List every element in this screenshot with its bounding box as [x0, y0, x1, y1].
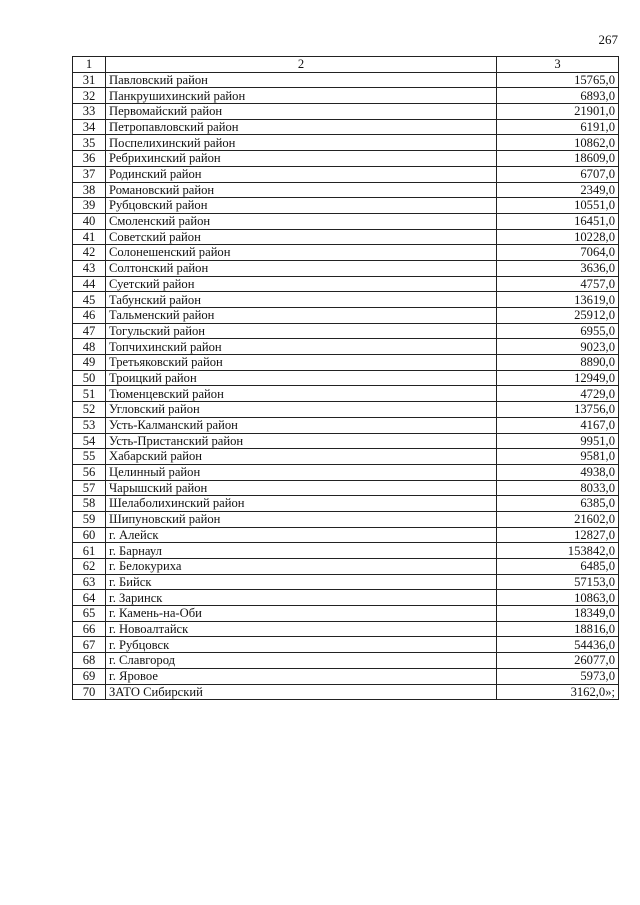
row-value: 13756,0 — [497, 402, 619, 418]
row-name: Угловский район — [106, 402, 497, 418]
row-name: Тогульский район — [106, 323, 497, 339]
column-header-value: 3 — [497, 57, 619, 73]
row-name: Солонешенский район — [106, 245, 497, 261]
row-number: 31 — [73, 72, 106, 88]
row-name: г. Рубцовск — [106, 637, 497, 653]
table-row — [73, 182, 619, 198]
row-value: 21602,0 — [497, 511, 619, 527]
row-value: 3636,0 — [497, 260, 619, 276]
row-number: 41 — [73, 229, 106, 245]
row-value: 18609,0 — [497, 151, 619, 167]
table-body — [73, 57, 619, 700]
row-value: 6485,0 — [497, 559, 619, 575]
row-number: 48 — [73, 339, 106, 355]
row-number: 52 — [73, 402, 106, 418]
row-value: 4729,0 — [497, 386, 619, 402]
row-name: ЗАТО Сибирский — [106, 684, 497, 700]
row-number: 51 — [73, 386, 106, 402]
row-name: Шелаболихинский район — [106, 496, 497, 512]
row-value: 8033,0 — [497, 480, 619, 496]
table-row — [73, 606, 619, 622]
row-name: Родинский район — [106, 166, 497, 182]
row-name: Смоленский район — [106, 213, 497, 229]
table-row — [73, 260, 619, 276]
table-row — [73, 166, 619, 182]
row-value: 4938,0 — [497, 464, 619, 480]
table-row — [73, 621, 619, 637]
row-value: 21901,0 — [497, 104, 619, 120]
row-number: 45 — [73, 292, 106, 308]
table-row — [73, 637, 619, 653]
row-name: г. Камень-на-Оби — [106, 606, 497, 622]
row-value: 4167,0 — [497, 417, 619, 433]
row-name: Советский район — [106, 229, 497, 245]
row-number: 63 — [73, 574, 106, 590]
row-value: 54436,0 — [497, 637, 619, 653]
row-name: Первомайский район — [106, 104, 497, 120]
row-value: 18349,0 — [497, 606, 619, 622]
row-value: 6191,0 — [497, 119, 619, 135]
row-name: Солтонский район — [106, 260, 497, 276]
row-value: 9951,0 — [497, 433, 619, 449]
table-row — [73, 511, 619, 527]
row-name: г. Заринск — [106, 590, 497, 606]
row-value: 6385,0 — [497, 496, 619, 512]
row-value: 26077,0 — [497, 653, 619, 669]
row-name: Рубцовский район — [106, 198, 497, 214]
row-number: 64 — [73, 590, 106, 606]
row-number: 35 — [73, 135, 106, 151]
row-value: 2349,0 — [497, 182, 619, 198]
row-number: 58 — [73, 496, 106, 512]
row-name: г. Бийск — [106, 574, 497, 590]
row-number: 70 — [73, 684, 106, 700]
row-number: 40 — [73, 213, 106, 229]
table-row — [73, 668, 619, 684]
row-value: 9023,0 — [497, 339, 619, 355]
row-name: Петропавловский район — [106, 119, 497, 135]
row-name: Ребрихинский район — [106, 151, 497, 167]
table-row — [73, 590, 619, 606]
row-name: Шипуновский район — [106, 511, 497, 527]
table-row — [73, 574, 619, 590]
table-row — [73, 72, 619, 88]
row-number: 54 — [73, 433, 106, 449]
row-name: Панкрушихинский район — [106, 88, 497, 104]
row-name: Тюменцевский район — [106, 386, 497, 402]
row-value: 6707,0 — [497, 166, 619, 182]
row-number: 43 — [73, 260, 106, 276]
table-row — [73, 198, 619, 214]
row-name: г. Алейск — [106, 527, 497, 543]
row-number: 60 — [73, 527, 106, 543]
table-row — [73, 355, 619, 371]
table-row — [73, 543, 619, 559]
column-header-number: 1 — [73, 57, 106, 73]
table-row — [73, 88, 619, 104]
row-number: 36 — [73, 151, 106, 167]
row-value: 18816,0 — [497, 621, 619, 637]
row-value: 12949,0 — [497, 370, 619, 386]
table-row — [73, 104, 619, 120]
row-name: г. Славгород — [106, 653, 497, 669]
row-name: Суетский район — [106, 276, 497, 292]
table-row — [73, 119, 619, 135]
row-number: 66 — [73, 621, 106, 637]
row-number: 37 — [73, 166, 106, 182]
row-name: Усть-Калманский район — [106, 417, 497, 433]
row-value: 4757,0 — [497, 276, 619, 292]
row-number: 67 — [73, 637, 106, 653]
row-value: 10551,0 — [497, 198, 619, 214]
row-number: 57 — [73, 480, 106, 496]
row-name: г. Новоалтайск — [106, 621, 497, 637]
row-value: 8890,0 — [497, 355, 619, 371]
table-row — [73, 229, 619, 245]
page-number: 267 — [598, 32, 618, 47]
row-number: 38 — [73, 182, 106, 198]
row-number: 46 — [73, 308, 106, 324]
row-name: Чарышский район — [106, 480, 497, 496]
table-row — [73, 339, 619, 355]
table-row — [73, 527, 619, 543]
row-value: 16451,0 — [497, 213, 619, 229]
row-value: 6893,0 — [497, 88, 619, 104]
row-name: Хабарский район — [106, 449, 497, 465]
row-number: 59 — [73, 511, 106, 527]
row-value: 5973,0 — [497, 668, 619, 684]
table-row — [73, 323, 619, 339]
row-name: г. Яровое — [106, 668, 497, 684]
table-row — [73, 480, 619, 496]
row-name: г. Барнаул — [106, 543, 497, 559]
row-value: 15765,0 — [497, 72, 619, 88]
row-name: Усть-Пристанский район — [106, 433, 497, 449]
table-row — [73, 308, 619, 324]
row-name: Романовский район — [106, 182, 497, 198]
row-value: 57153,0 — [497, 574, 619, 590]
row-number: 50 — [73, 370, 106, 386]
row-value: 6955,0 — [497, 323, 619, 339]
row-number: 61 — [73, 543, 106, 559]
row-number: 65 — [73, 606, 106, 622]
table-row — [73, 292, 619, 308]
table-row — [73, 402, 619, 418]
row-number: 33 — [73, 104, 106, 120]
table-header-row — [73, 57, 619, 73]
row-number: 56 — [73, 464, 106, 480]
table-row — [73, 245, 619, 261]
column-header-name: 2 — [106, 57, 497, 73]
row-value: 10862,0 — [497, 135, 619, 151]
table-row — [73, 464, 619, 480]
row-value: 10863,0 — [497, 590, 619, 606]
table-row — [73, 449, 619, 465]
row-number: 32 — [73, 88, 106, 104]
row-name: Тальменский район — [106, 308, 497, 324]
row-number: 34 — [73, 119, 106, 135]
row-name: г. Белокуриха — [106, 559, 497, 575]
row-number: 44 — [73, 276, 106, 292]
row-number: 53 — [73, 417, 106, 433]
row-name: Топчихинский район — [106, 339, 497, 355]
table-row — [73, 370, 619, 386]
row-value: 25912,0 — [497, 308, 619, 324]
row-value: 7064,0 — [497, 245, 619, 261]
row-value: 10228,0 — [497, 229, 619, 245]
row-name: Целинный район — [106, 464, 497, 480]
table-row — [73, 213, 619, 229]
table-row — [73, 684, 619, 700]
table-row — [73, 135, 619, 151]
table-row — [73, 276, 619, 292]
row-value: 9581,0 — [497, 449, 619, 465]
table-row — [73, 653, 619, 669]
row-number: 62 — [73, 559, 106, 575]
row-value: 153842,0 — [497, 543, 619, 559]
row-number: 42 — [73, 245, 106, 261]
row-number: 47 — [73, 323, 106, 339]
row-name: Поспелихинский район — [106, 135, 497, 151]
row-name: Павловский район — [106, 72, 497, 88]
row-name: Третьяковский район — [106, 355, 497, 371]
row-value: 3162,0»; — [497, 684, 619, 700]
row-number: 39 — [73, 198, 106, 214]
row-value: 12827,0 — [497, 527, 619, 543]
table-row — [73, 496, 619, 512]
table-row — [73, 417, 619, 433]
row-number: 49 — [73, 355, 106, 371]
table-row — [73, 151, 619, 167]
row-value: 13619,0 — [497, 292, 619, 308]
row-number: 68 — [73, 653, 106, 669]
table-row — [73, 559, 619, 575]
data-table — [72, 56, 619, 700]
row-name: Табунский район — [106, 292, 497, 308]
table-row — [73, 386, 619, 402]
table-row — [73, 433, 619, 449]
row-number: 69 — [73, 668, 106, 684]
row-name: Троицкий район — [106, 370, 497, 386]
row-number: 55 — [73, 449, 106, 465]
